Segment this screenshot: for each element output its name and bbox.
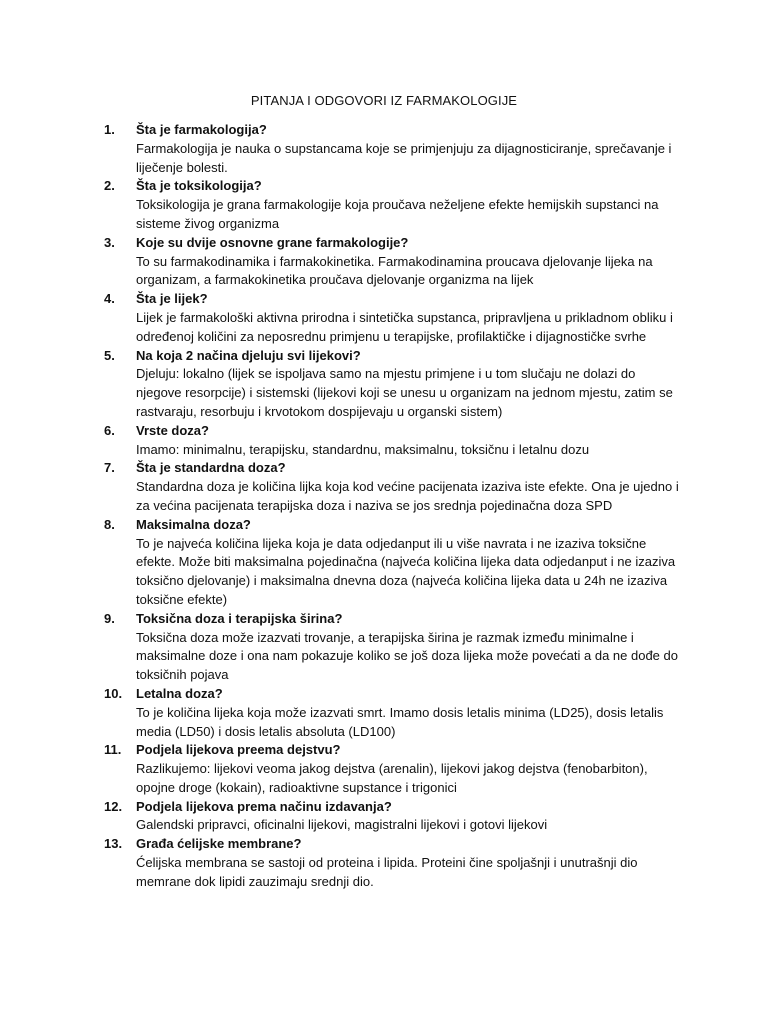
question-text: Letalna doza? [136,685,223,701]
qa-item-13 [104,835,684,891]
qa-item-9 [104,610,684,685]
qa-item-3 [104,234,684,290]
qa-item-7 [104,459,684,515]
question-text: Šta je standardna doza? [136,460,286,476]
question-text: Na koja 2 načina djeluju svi lijekovi? [136,347,361,363]
answer-text: To je količina lijeka koja može izazvati smrt. Imamo dosis letalis minima (LD25), dosis letalis media (LD50) i dosis letalis absoluta (LD100) [136,704,664,739]
item-number: 10. [104,685,123,701]
qa-item-6 [104,422,684,460]
item-number: 13. [104,836,123,852]
question-text: Šta je farmakologija? [136,122,267,137]
question-text: Vrste doza? [136,422,209,438]
item-number: 9. [104,610,115,626]
answer-text: Imamo: minimalnu, terapijsku, standardnu, maksimalnu, toksičnu i letalnu dozu [136,441,590,457]
question-text: Podjela lijekova prema načinu izdavanja? [136,798,392,814]
item-number: 5. [104,347,115,363]
qa-item-10 [104,685,684,741]
qa-item-2 [104,177,684,233]
item-number: 7. [104,460,115,476]
item-number: 6. [104,422,115,438]
answer-text: Lijek je farmakološki aktivna prirodna i sintetička supstanca, pripravljena u prikladnom obliku i određenoj količini za neposrednu primjenu u terapijske, profilaktičke i dijagnostičke svrhe [136,309,673,344]
qa-item-12 [104,798,684,836]
question-text: Građa ćelijske membrane? [136,836,302,852]
answer-text: Razlikujemo: lijekovi veoma jakog dejstva (arenalin), lijekovi jakog dejstva (fenobarbiton), opojne droge (kokain), radioaktivne supstance i trigonici [136,761,648,795]
item-number: 8. [104,516,115,532]
item-number: 2. [104,178,115,194]
item-number: 11. [104,742,122,758]
answer-text: Galendski pripravci, oficinalni lijekovi, magistralni lijekovi i gotovi lijekovi [136,817,548,833]
answer-text: Toksična doza može izazvati trovanje, a terapijska širina je razmak između minimalne i maksimalne doze i ona nam pokazuje koliko se još doza lijeka može povećati a da ne dođe do toksičnih pojava [136,629,678,683]
question-text: Koje su dvije osnovne grane farmakologije? [136,234,409,250]
answer-text: Djeluju: lokalno (lijek se ispoljava samo na mjestu primjene i u tom slučaju ne dolazi do njegove resorpcije) i sistemski (lijekovi koji se unesu u organizam na jednom mjestu, zatim se rastvaraju, resorbuju i krvotokom dospijevaju u organski sistem) [136,366,673,419]
qa-item-5 [104,347,684,422]
item-number: 12. [104,798,123,814]
qa-item-4 [104,290,684,346]
item-number: 4. [104,291,115,307]
answer-text: Standardna doza je količina lijka koja kod većine pacijenata izaziva iste efekte. Ona je ujedno i za većina pacijenata terapijska doza i naziva se jos srednja pojedinačna doza SPD [136,479,679,513]
item-number: 1. [104,122,115,137]
qa-item-11 [104,741,684,797]
answer-text: Farmakologija je nauka o supstancama koje se primjenjuju za dijagnosticiranje, sprečavanje i liječenje bolesti. [136,140,672,175]
item-number: 3. [104,234,115,250]
answer-text: Toksikologija je grana farmakologije koja proučava neželjene efekte hemijskih supstanci na sisteme živog organizma [136,197,659,231]
answer-text: To je najveća količina lijeka koja je data odjedanput ili u više navrata i ne izaziva toksične efekte. Može biti maksimalna pojedinačna (najveća količina lijeka data odjedanput i ne izaziva toksično djelovanje) i maksimalna dnevna doza (najveća količina lijeka data u 24h ne izaziva toksične efekte) [136,535,676,607]
qa-list [104,121,684,892]
question-text: Šta je toksikologija? [136,178,262,194]
question-text: Šta je lijek? [136,291,208,307]
qa-item-1 [104,121,684,177]
question-text: Podjela lijekova preema dejstvu? [136,742,341,758]
question-text: Maksimalna doza? [136,516,251,532]
answer-text: To su farmakodinamika i farmakokinetika. Farmakodinamina proucava djelovanje lijeka na organizam, a farmakokinetika proučava djelovanje organizma na lijek [136,253,653,288]
answer-text: Ćelijska membrana se sastoji od proteina i lipida. Proteini čine spoljašnji i unutrašnji dio memrane dok lipidi zauzimaju srednji dio. [136,855,638,889]
qa-item-8 [104,516,684,610]
document-title: PITANJA I ODGOVORI IZ FARMAKOLOGIJE [250,93,518,108]
question-text: Toksična doza i terapijska širina? [136,610,343,626]
